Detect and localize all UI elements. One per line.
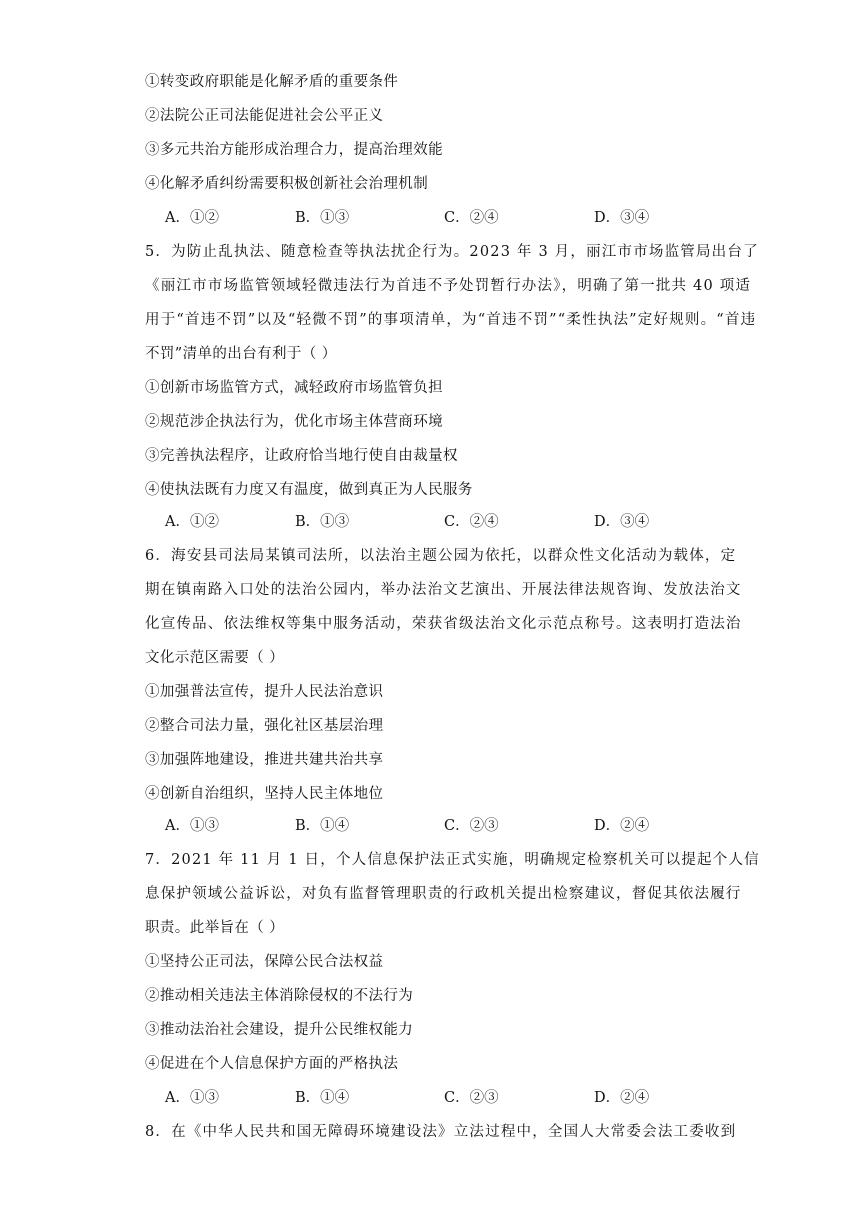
q7-option-4: ④促进在个人信息保护方面的严格执法 [145, 1056, 399, 1072]
q6-choice-d[interactable]: D．②④ [594, 818, 650, 834]
q4-answer-choices [165, 208, 725, 228]
q5-option-3: ③完善执法程序，让政府恰当地行使自由裁量权 [145, 448, 458, 464]
q8-stem-line-1: 8．在《中华人民共和国无障碍环境建设法》立法过程中，全国人大常委会法工委收到 [145, 1124, 737, 1140]
q5-option-2: ②规范涉企执法行为，优化市场主体营商环境 [145, 414, 443, 430]
q6-option-1: ①加强普法宣传，提升人民法治意识 [145, 684, 384, 700]
q4-option-4: ④化解矛盾纠纷需要积极创新社会治理机制 [145, 176, 429, 192]
q7-stem-line-3: 职责。此举旨在（ ） [145, 920, 285, 936]
q5-stem-line-3: 用于“首违不罚”以及“轻微不罚”的事项清单，为“首违不罚”“柔性执法”定好规则。“首违 [145, 312, 757, 328]
q7-choice-a[interactable]: A．①③ [165, 1090, 219, 1106]
q7-stem-line-1: 7．2021 年 11 月 1 日，个人信息保护法正式实施，明确规定检察机关可以提起个人信 [145, 852, 760, 868]
q4-choice-d[interactable]: D．③④ [594, 210, 650, 226]
q4-option-1: ①转变政府职能是化解矛盾的重要条件 [145, 74, 399, 90]
q7-option-2: ②推动相关违法主体消除侵权的不法行为 [145, 988, 414, 1004]
q7-choice-d[interactable]: D．②④ [594, 1090, 650, 1106]
q5-stem-line-4: 不罚”清单的出台有利于（ ） [145, 346, 337, 362]
q7-option-1: ①坚持公正司法，保障公民合法权益 [145, 954, 384, 970]
q4-option-3: ③多元共治方能形成治理合力，提高治理效能 [145, 142, 443, 158]
q6-choice-c[interactable]: C．②③ [444, 818, 499, 834]
q5-stem-line-2: 《丽江市市场监管领域轻微违法行为首违不予处罚暂行办法》，明确了第一批共 40 项适 [145, 278, 752, 294]
q6-stem-line-2: 期在镇南路入口处的法治公园内，举办法治文艺演出、开展法律法规咨询、发放法治文 [145, 582, 742, 598]
q7-choice-b[interactable]: B．①④ [295, 1090, 350, 1106]
q6-stem-line-1: 6．海安县司法局某镇司法所，以法治主题公园为依托，以群众性文化活动为载体，定 [145, 548, 737, 564]
q7-option-3: ③推动法治社会建设，提升公民维权能力 [145, 1022, 414, 1038]
q7-stem-line-2: 息保护领域公益诉讼，对负有监督管理职责的行政机关提出检察建议，督促其依法履行 [145, 886, 742, 902]
q6-option-4: ④创新自治组织，坚持人民主体地位 [145, 786, 384, 802]
q5-choice-b[interactable]: B．①③ [295, 514, 350, 530]
q6-answer-choices [165, 816, 725, 836]
q6-choice-a[interactable]: A．①③ [165, 818, 219, 834]
q6-choice-b[interactable]: B．①④ [295, 818, 350, 834]
q4-choice-c[interactable]: C．②④ [444, 210, 499, 226]
q5-choice-c[interactable]: C．②④ [444, 514, 499, 530]
q4-choice-b[interactable]: B．①③ [295, 210, 350, 226]
q5-stem-line-1: 5．为防止乱执法、随意检查等执法扰企行为。2023 年 3 月，丽江市市场监管局出台了 [145, 244, 759, 260]
q5-option-4: ④使执法既有力度又有温度，做到真正为人民服务 [145, 482, 473, 498]
q6-stem-line-4: 文化示范区需要（ ） [145, 650, 285, 666]
q5-option-1: ①创新市场监管方式，减轻政府市场监管负担 [145, 380, 443, 396]
q4-choice-a[interactable]: A．①② [165, 210, 219, 226]
q5-choice-d[interactable]: D．③④ [594, 514, 650, 530]
q5-answer-choices [165, 512, 725, 532]
q4-option-2: ②法院公正司法能促进社会公平正义 [145, 108, 384, 124]
q7-answer-choices [165, 1088, 725, 1108]
q7-choice-c[interactable]: C．②③ [444, 1090, 499, 1106]
q6-stem-line-3: 化宣传品、依法维权等集中服务活动，荣获省级法治文化示范点称号。这表明打造法治 [145, 616, 742, 632]
q5-choice-a[interactable]: A．①② [165, 514, 219, 530]
q6-option-2: ②整合司法力量，强化社区基层治理 [145, 718, 384, 734]
q6-option-3: ③加强阵地建设，推进共建共治共享 [145, 752, 384, 768]
